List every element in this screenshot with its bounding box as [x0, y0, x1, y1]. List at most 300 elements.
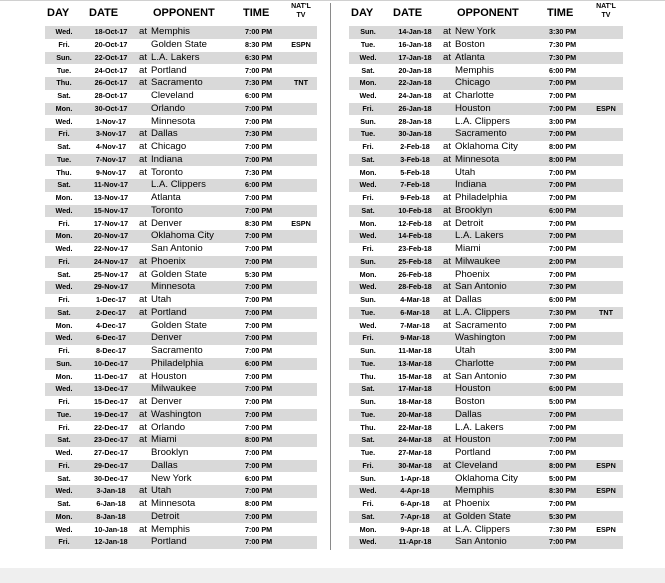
game-time: 7:00 PM: [245, 116, 273, 126]
game-row: [45, 511, 317, 524]
opponent-name: San Antonio: [151, 243, 203, 255]
game-row: [45, 409, 317, 422]
game-day: Mon.: [359, 218, 377, 228]
opponent-name: L.A. Clippers: [455, 115, 510, 127]
game-opponent: [443, 307, 545, 320]
game-tv: [589, 77, 623, 90]
game-time: 5:00 PM: [549, 473, 577, 483]
game-day: Wed.: [45, 332, 83, 345]
game-opponent: [443, 485, 545, 498]
away-marker: at: [139, 523, 148, 535]
game-date: 24-Oct-17: [94, 65, 128, 75]
game-date: 10-Feb-18: [387, 205, 443, 218]
game-opponent: [139, 128, 241, 141]
game-date: 6-Jan-18: [96, 499, 126, 509]
game-day: Sun.: [360, 397, 376, 407]
game-tv: TNT: [285, 77, 317, 90]
game-day: Fri.: [45, 460, 83, 473]
game-row: [349, 396, 623, 409]
game-day: Tue.: [349, 307, 387, 320]
opponent-name: Atlanta: [151, 192, 181, 204]
opponent-name: Indiana: [151, 153, 183, 165]
game-tv: [589, 154, 623, 167]
game-time: 7:00 PM: [549, 91, 577, 101]
game-time: 7:00 PM: [241, 230, 285, 243]
game-date: 3-Jan-18: [83, 485, 139, 498]
opponent-name: Washington: [151, 408, 202, 420]
game-date: 22-Dec-17: [94, 422, 128, 432]
game-row: [45, 64, 317, 77]
away-marker: at: [443, 294, 452, 306]
game-row: [349, 192, 623, 205]
game-date: 7-Feb-18: [387, 179, 443, 192]
header-row: [349, 0, 623, 26]
game-tv: [285, 460, 317, 473]
game-time: 7:00 PM: [545, 536, 589, 549]
game-row: [349, 434, 623, 447]
opponent-name: Phoenix: [151, 255, 186, 267]
header-opponent: OPPONENT: [457, 7, 519, 19]
game-date: 27-Dec-17: [94, 448, 128, 458]
game-date: 18-Oct-17: [83, 26, 139, 39]
game-time: 6:00 PM: [545, 205, 589, 218]
game-tv: [589, 39, 623, 52]
game-day: Sat.: [57, 269, 71, 279]
game-time: 7:00 PM: [245, 244, 273, 254]
game-opponent: [139, 39, 241, 52]
away-marker: at: [139, 408, 148, 420]
game-row: [349, 307, 623, 320]
game-tv: [589, 64, 623, 77]
game-row: [45, 243, 317, 256]
game-day: Mon.: [55, 371, 73, 381]
game-row: [45, 230, 317, 243]
game-date: 17-Nov-17: [93, 218, 129, 228]
game-day: Wed.: [349, 230, 387, 243]
opponent-name: Sacramento: [455, 128, 507, 140]
game-row: [45, 358, 317, 371]
game-day: Sat.: [57, 473, 71, 483]
game-tv: [285, 52, 317, 65]
game-day: Wed.: [45, 281, 83, 294]
opponent-name: Boston: [455, 39, 485, 51]
opponent-name: Phoenix: [455, 498, 490, 510]
game-row: [45, 332, 317, 345]
game-opponent: [139, 536, 241, 549]
away-marker: at: [443, 153, 452, 165]
game-day: Sat.: [45, 434, 83, 447]
opponent-name: Memphis: [151, 523, 190, 535]
game-row: [45, 166, 317, 179]
opponent-name: Houston: [455, 383, 491, 395]
game-opponent: [443, 383, 545, 396]
game-time: 8:00 PM: [549, 142, 577, 152]
game-time: 7:30 PM: [241, 77, 285, 90]
game-opponent: [443, 205, 545, 218]
game-date: 11-Mar-18: [398, 346, 432, 356]
game-day: Fri.: [362, 499, 374, 509]
game-date: 7-Apr-18: [387, 511, 443, 524]
game-opponent: [139, 434, 241, 447]
game-tv: [589, 498, 623, 511]
away-marker: at: [443, 434, 452, 446]
game-tv: [285, 523, 317, 536]
game-time: 7:30 PM: [545, 307, 589, 320]
game-tv: [589, 345, 623, 358]
game-tv: [589, 115, 623, 128]
game-time: 7:00 PM: [241, 26, 285, 39]
away-marker: at: [139, 166, 148, 178]
game-date: 29-Nov-17: [83, 281, 139, 294]
opponent-name: Atlanta: [455, 51, 485, 63]
opponent-name: Minnesota: [151, 115, 196, 127]
game-row: [349, 383, 623, 396]
opponent-name: Oklahoma City: [151, 230, 214, 242]
game-opponent: [443, 409, 545, 422]
away-marker: at: [139, 485, 148, 497]
game-opponent: [139, 192, 241, 205]
game-row: [349, 128, 623, 141]
game-date: 22-Nov-17: [93, 244, 129, 254]
game-day: Fri.: [58, 346, 70, 356]
game-date: 1-Nov-17: [95, 116, 127, 126]
opponent-name: Milwaukee: [151, 383, 197, 395]
game-tv: [589, 409, 623, 422]
game-date: 9-Apr-18: [400, 524, 430, 534]
away-marker: at: [443, 26, 452, 38]
game-time: 7:00 PM: [549, 218, 577, 228]
game-time: 2:00 PM: [545, 256, 589, 269]
opponent-name: L.A. Lakers: [455, 230, 504, 242]
game-date: 24-Nov-17: [83, 256, 139, 269]
game-row: [45, 523, 317, 536]
game-time: 7:00 PM: [245, 371, 273, 381]
game-tv: [285, 256, 317, 269]
opponent-name: Memphis: [151, 26, 190, 38]
game-row: [349, 294, 623, 307]
game-tv: [285, 179, 317, 192]
game-time: 7:00 PM: [245, 346, 273, 356]
game-date: 4-Apr-18: [387, 485, 443, 498]
game-date: 20-Nov-17: [83, 230, 139, 243]
game-row: [349, 256, 623, 269]
game-opponent: [139, 256, 241, 269]
opponent-name: L.A. Lakers: [151, 51, 200, 63]
game-tv: [589, 370, 623, 383]
opponent-name: New York: [455, 26, 496, 38]
game-opponent: [443, 26, 545, 39]
game-date: 17-Mar-18: [387, 383, 443, 396]
game-opponent: [443, 434, 545, 447]
game-date: 24-Mar-18: [387, 434, 443, 447]
game-tv: [285, 268, 317, 281]
game-row: [45, 536, 317, 549]
game-day: Mon.: [359, 524, 377, 534]
game-tv: [589, 179, 623, 192]
away-marker: at: [443, 39, 452, 51]
game-day: Fri.: [45, 536, 83, 549]
game-opponent: [139, 243, 241, 256]
game-opponent: [443, 396, 545, 409]
game-time: 7:30 PM: [545, 281, 589, 294]
opponent-name: Houston: [455, 102, 491, 114]
game-opponent: [139, 294, 241, 307]
game-tv: [285, 472, 317, 485]
game-row: [45, 115, 317, 128]
game-time: 7:00 PM: [245, 193, 273, 203]
header-date: DATE: [393, 7, 423, 19]
game-tv: ESPN: [596, 524, 616, 534]
game-time: 7:00 PM: [545, 103, 589, 116]
game-row: [45, 128, 317, 141]
game-date: 2-Feb-18: [400, 142, 430, 152]
game-date: 22-Jan-18: [387, 77, 443, 90]
game-opponent: [139, 319, 241, 332]
away-marker: at: [443, 523, 452, 535]
game-tv: [589, 472, 623, 485]
game-time: 7:00 PM: [241, 383, 285, 396]
game-row: [349, 52, 623, 65]
header-opponent: OPPONENT: [153, 7, 215, 19]
game-row: [45, 294, 317, 307]
away-marker: at: [139, 421, 148, 433]
opponent-name: Denver: [151, 332, 182, 344]
game-tv: [285, 498, 317, 511]
opponent-name: Memphis: [455, 64, 494, 76]
opponent-name: Portland: [151, 536, 187, 548]
game-opponent: [443, 243, 545, 256]
game-time: 7:00 PM: [549, 448, 577, 458]
game-row: [45, 434, 317, 447]
game-row: [349, 511, 623, 524]
game-date: 11-Dec-17: [94, 371, 128, 381]
game-time: 6:00 PM: [549, 65, 577, 75]
game-opponent: [139, 447, 241, 460]
game-day: Tue.: [360, 448, 376, 458]
game-opponent: [139, 345, 241, 358]
game-row: [349, 460, 623, 473]
game-day: Tue.: [45, 154, 83, 167]
game-day: Fri.: [45, 256, 83, 269]
game-tv: [285, 370, 317, 383]
game-time: 6:00 PM: [545, 383, 589, 396]
game-date: 29-Dec-17: [83, 460, 139, 473]
game-tv: [589, 205, 623, 218]
game-day: Sun.: [360, 116, 376, 126]
game-day: Mon.: [45, 511, 83, 524]
game-tv: [285, 485, 317, 498]
game-opponent: [443, 154, 545, 167]
game-opponent: [139, 511, 241, 524]
game-opponent: [443, 128, 545, 141]
game-day: Sat.: [349, 511, 387, 524]
game-date: 15-Dec-17: [94, 397, 128, 407]
game-time: 7:00 PM: [245, 142, 273, 152]
game-time: 5:30 PM: [245, 269, 273, 279]
game-day: Thu.: [360, 371, 376, 381]
game-day: Thu.: [360, 422, 376, 432]
game-opponent: [443, 281, 545, 294]
opponent-name: Milwaukee: [455, 255, 501, 267]
away-marker: at: [139, 255, 148, 267]
opponent-name: Denver: [151, 396, 182, 408]
game-row: [349, 77, 623, 90]
game-opponent: [139, 141, 241, 154]
opponent-name: Minnesota: [151, 281, 196, 293]
game-time: 7:00 PM: [549, 244, 577, 254]
game-date: 26-Jan-18: [387, 103, 443, 116]
game-tv: [589, 281, 623, 294]
game-tv: ESPN: [291, 218, 311, 228]
game-day: Wed.: [45, 485, 83, 498]
game-date: 26-Oct-17: [83, 77, 139, 90]
game-tv: [589, 536, 623, 549]
header-time: TIME: [243, 7, 270, 19]
game-day: Fri.: [349, 103, 387, 116]
game-day: Sat.: [349, 154, 387, 167]
game-opponent: [443, 230, 545, 243]
game-day: Wed.: [359, 91, 377, 101]
game-opponent: [139, 485, 241, 498]
game-tv: [589, 447, 623, 460]
game-date: 2-Dec-17: [83, 307, 139, 320]
game-opponent: [139, 268, 241, 281]
game-date: 16-Jan-18: [398, 40, 432, 50]
game-opponent: [139, 90, 241, 103]
game-date: 17-Jan-18: [387, 52, 443, 65]
opponent-name: Cleveland: [455, 459, 498, 471]
game-day: Sat.: [45, 179, 83, 192]
opponent-name: Golden State: [151, 319, 208, 331]
away-marker: at: [139, 268, 148, 280]
opponent-name: L.A. Clippers: [455, 523, 510, 535]
away-marker: at: [139, 128, 148, 140]
game-opponent: [139, 166, 241, 179]
game-time: 6:00 PM: [241, 358, 285, 371]
game-row: [45, 281, 317, 294]
schedule-table-left: [45, 0, 317, 549]
game-day: Fri.: [362, 193, 374, 203]
away-marker: at: [443, 217, 452, 229]
game-time: 7:00 PM: [545, 434, 589, 447]
game-date: 20-Mar-18: [387, 409, 443, 422]
game-tv: [589, 358, 623, 371]
game-row: [45, 460, 317, 473]
game-time: 7:00 PM: [241, 154, 285, 167]
game-day: Sun.: [45, 358, 83, 371]
game-tv: ESPN: [291, 40, 311, 50]
game-date: 15-Nov-17: [83, 205, 139, 218]
opponent-name: Sacramento: [455, 319, 507, 331]
game-tv: [285, 166, 317, 179]
opponent-name: Golden State: [455, 510, 512, 522]
game-tv: [285, 205, 317, 218]
away-marker: at: [443, 141, 452, 153]
game-time: 8:00 PM: [545, 460, 589, 473]
opponent-name: Chicago: [455, 77, 491, 89]
game-time: 6:00 PM: [549, 295, 577, 305]
game-tv: [589, 434, 623, 447]
game-day: Fri.: [58, 422, 70, 432]
game-time: 7:00 PM: [549, 499, 577, 509]
game-row: [349, 90, 623, 103]
game-row: [45, 345, 317, 358]
game-day: Sat.: [349, 434, 387, 447]
game-tv: [285, 536, 317, 549]
opponent-name: Brooklyn: [151, 447, 189, 459]
game-row: [349, 154, 623, 167]
game-date: 14-Feb-18: [387, 230, 443, 243]
game-tv: [589, 383, 623, 396]
opponent-name: Minnesota: [151, 498, 196, 510]
game-tv: [285, 511, 317, 524]
game-opponent: [139, 205, 241, 218]
game-time: 5:00 PM: [549, 397, 577, 407]
opponent-name: Cleveland: [151, 90, 194, 102]
game-day: Sun.: [45, 52, 83, 65]
game-opponent: [443, 523, 545, 536]
game-time: 7:00 PM: [545, 332, 589, 345]
game-opponent: [443, 268, 545, 281]
game-day: Wed.: [45, 26, 83, 39]
game-day: Sun.: [360, 346, 376, 356]
game-row: [45, 141, 317, 154]
game-opponent: [443, 294, 545, 307]
game-day: Fri.: [45, 128, 83, 141]
opponent-name: Charlotte: [455, 90, 494, 102]
left-games: [45, 26, 317, 549]
game-time: 7:00 PM: [545, 358, 589, 371]
header-tv-line1: NAT'L: [291, 3, 311, 10]
game-day: Wed.: [55, 116, 73, 126]
game-opponent: [139, 217, 241, 230]
opponent-name: Houston: [151, 370, 187, 382]
game-day: Wed.: [349, 485, 387, 498]
game-date: 20-Oct-17: [94, 40, 128, 50]
opponent-name: Dallas: [151, 459, 178, 471]
opponent-name: Utah: [455, 166, 476, 178]
game-row: [45, 447, 317, 460]
header-tv: [589, 0, 623, 26]
opponent-name: Oklahoma City: [455, 141, 518, 153]
away-marker: at: [139, 77, 148, 89]
game-row: [45, 154, 317, 167]
game-date: 25-Feb-18: [387, 256, 443, 269]
opponent-name: Detroit: [455, 217, 484, 229]
game-day: Sat.: [349, 205, 387, 218]
away-marker: at: [443, 192, 452, 204]
game-date: 24-Jan-18: [398, 91, 432, 101]
game-opponent: [139, 460, 241, 473]
game-day: Fri.: [349, 460, 387, 473]
game-tv: [285, 345, 317, 358]
bottom-band: [0, 568, 665, 583]
game-row: [349, 332, 623, 345]
game-tv: ESPN: [589, 103, 623, 116]
game-date: 6-Mar-18: [387, 307, 443, 320]
game-time: 7:00 PM: [241, 460, 285, 473]
game-time: 8:30 PM: [245, 40, 273, 50]
away-marker: at: [443, 498, 452, 510]
game-row: [349, 179, 623, 192]
game-row: [45, 307, 317, 320]
game-date: 30-Jan-18: [387, 128, 443, 141]
game-day: Sun.: [349, 256, 387, 269]
game-tv: [285, 26, 317, 39]
game-time: 7:00 PM: [241, 536, 285, 549]
game-tv: [285, 64, 317, 77]
game-opponent: [443, 179, 545, 192]
